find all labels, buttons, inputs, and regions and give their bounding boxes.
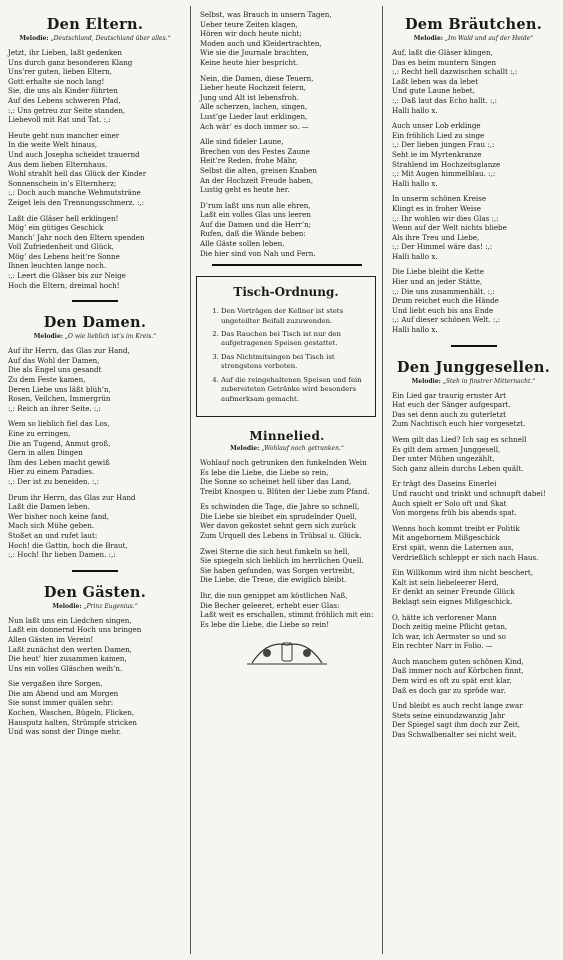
verse-line: :,: Der ist zu beneiden. :,: (8, 476, 100, 486)
verse-line: Mach sich Mühe geben. (8, 521, 95, 531)
verse-line: Ein fröhlich Lied zu singe (392, 130, 485, 140)
verse-line: Die am Abend und am Morgen (8, 688, 119, 698)
verse-line: Laßt leben was da lebet (392, 76, 479, 86)
stanza (392, 267, 561, 334)
verse-line: Zu dem Feste kamen, (8, 375, 86, 385)
verse-line: Daß immer noch auf Körbchen finnt, (392, 666, 524, 676)
column-right (386, 4, 561, 746)
verse-line: Hoch die Eltern, dreimal hoch! (8, 280, 120, 290)
rule-item: 3. Das Nichtmitsingen bei Tisch ist strengstens verboten. (221, 353, 367, 372)
verse-line: Gott erhalte sie noch lang! (8, 76, 105, 86)
verse-line: Halli hallo x. (392, 178, 438, 188)
stanza (8, 131, 188, 208)
verse-line: Zum Nachtisch euch hier vorgesetzt. (392, 419, 526, 429)
stanzas (386, 391, 561, 740)
verse-line: Laßt die Damen leben. (8, 502, 90, 512)
stanza (392, 391, 561, 429)
stanza (392, 657, 561, 695)
box-title: Tisch-Ordnung. (233, 285, 339, 300)
verse-line: Lustig geht es heute her. (200, 185, 290, 195)
verse-line: Voll Zufriedenheit und Glück, (8, 242, 114, 252)
verse-line: :,: Leert die Gläser bis zur Neige (8, 271, 126, 281)
stanza (200, 458, 380, 496)
verse-line: Halli hallo x. (392, 105, 438, 115)
rule-item: 2. Das Rauchen bei Tisch ist nur den aufgetragenen Speisen gestattet. (221, 330, 367, 349)
stanzas (2, 346, 188, 559)
verse-line: :,: Der Himmel wäre das! :,: (392, 242, 493, 252)
verse-line: Der unter Mühen ungezählt, (392, 454, 495, 464)
verse-line: Sie haben gefunden, was Sorgen vertreibt, (200, 565, 355, 575)
verse-line: Alle sind fideler Laune, (200, 137, 284, 147)
verse-line: Halli hallo x. (392, 251, 438, 261)
column-divider (190, 6, 191, 954)
stanza (392, 568, 561, 606)
separator-rule (72, 300, 118, 302)
verse-line: Und auch Josepha scheidet trauernd (8, 149, 140, 159)
verse-line: :,: Ihr wohlen wir dies Glas :,: (392, 213, 499, 223)
verse-line: Drum reichet euch die Hände (392, 296, 499, 306)
stanza (392, 701, 561, 739)
melody-line: Melodie: „O wie lieblich ist’s im Kreis.“ (33, 333, 157, 341)
verse-line: Die Liebe, die Treue, die ewiglich bleibt. (200, 575, 347, 585)
verse-line: Mög’ ein gütiges Geschick (8, 223, 104, 233)
verse-line: Heute geht nun mancher einer (8, 130, 120, 140)
verse-line: Alle scherzen, lachen, singen, (200, 102, 308, 112)
verse-line: Wer davon gekostet sehnt gern sich zurück (200, 521, 356, 531)
verse-line: :,: Der lieben jungen Frau :,: (392, 140, 495, 150)
stanza (200, 502, 380, 540)
verse-line: Brechen von des Festes Zaune (200, 146, 310, 156)
verse-line: Und liebt euch bis ans Ende (392, 305, 494, 315)
verse-line: Ihnen leuchten lange noch. (8, 261, 107, 271)
verse-line: Eine zu erringen, (8, 429, 71, 438)
verse-line: Das sei denn auch zu guterletzt (392, 409, 506, 419)
verse-line: :,: Doch auch manche Wehmutsträne (8, 188, 141, 198)
stanza (392, 613, 561, 651)
song-junggesellen (386, 359, 561, 740)
verse-line: Erst spät, wenn die Laternen aus, (392, 542, 514, 552)
song-title: Den Junggesellen. (396, 358, 551, 376)
verse-line: Rosen, Veilchen, Immergrün (8, 394, 111, 404)
separator-rule (451, 345, 497, 347)
rule-item: 4. Auf die reingehaltenen Speisen und fein zubereiteten Getränke wird besonders aufmerksam gemacht. (221, 376, 367, 404)
song-damen (2, 314, 188, 559)
verse-line: Und was sonst der Dinge mehr. (8, 727, 122, 737)
verse-line: Ein Lied gar traurig ernster Art (392, 390, 507, 400)
verse-line: Sie, die uns als Kinder führten (8, 86, 118, 96)
column-left (2, 4, 188, 743)
song-eltern (2, 16, 188, 290)
verse-line: Er trägt des Daseins Einerlei (392, 479, 497, 489)
verse-line: Sonnenschein in’s Elternherz; (8, 178, 117, 188)
verse-line: Seht ︎ie im Myrtenkranze (392, 149, 482, 159)
melody-line: Melodie: „Deutschland, Deutschland über alles.“ (19, 35, 171, 42)
verse-line: Selbst, was Brauch in unsern Tagen, (200, 10, 332, 19)
stanza (200, 591, 380, 629)
verse-line: Manch’ Jahr noch den Eltern spenden (8, 232, 145, 242)
song-braeutchen (386, 16, 561, 335)
verse-line: Auf, laßt die Gläser klingen, (392, 48, 493, 57)
stanza (200, 10, 380, 68)
stanza (200, 547, 380, 585)
verse-line: Das Schwalbenalter sei nicht weit. (392, 730, 517, 740)
stanza (8, 48, 188, 125)
stanza (200, 74, 380, 132)
verse-line: Halli hallo x. (392, 325, 438, 335)
verse-line: Ihr, die nun genippet am köstlichen Naß, (200, 591, 348, 601)
stanza (8, 214, 188, 291)
verse-line: Gern in allen Dingen (8, 448, 83, 458)
verse-line: Sie vergaßen ihre Sorgen, (8, 679, 103, 689)
verse-line: Hoch! die Gattin, hoch die Braut, (8, 540, 128, 550)
verse-line: Doch zeitig meine Pflicht getan, (392, 622, 508, 632)
verse-line: Hören wir doch heute nicht; (200, 29, 302, 39)
rule-item: 1. Den Vorträgen der Kellner ist stets ungeteilter Beifall zuzuwenden. (221, 307, 367, 326)
song-title: Den Damen. (43, 314, 147, 332)
verse-line: Zum Urquell des Lebens in Trübsal u. Glück. (200, 531, 362, 541)
verse-line: Jung und Alt ist lebensfroh. (200, 92, 299, 102)
verse-line: Alle Gäste sollen leben, (200, 239, 285, 249)
verse-line: Hier zu einem Paradies. (8, 467, 95, 477)
verse-line: Rufen, daß die Wände beben: (200, 229, 306, 239)
rules-list (205, 307, 367, 404)
melody-line: Melodie: „Wohlauf noch getrunken.“ (230, 444, 344, 452)
stanza (200, 137, 380, 195)
verse-line: Zeiget leis den Trennungsschmerz. :,: (8, 197, 144, 207)
verse-line: :,: Reich an ihrer Seite. :,: (8, 403, 101, 413)
song-title: Den Eltern. (46, 16, 144, 33)
stanza (392, 524, 561, 562)
verse-line: Und gute Laune hebet, (392, 86, 475, 96)
stanza (8, 679, 188, 737)
melody-line: Melodie: „Steh in finstrer Mitternacht.“ (411, 377, 536, 385)
stanza (8, 346, 188, 413)
verse-line: Wohlauf noch getrunken den funkelnden Wein (200, 457, 367, 467)
stanzas (2, 616, 188, 737)
song-title: Minnelied. (249, 428, 325, 443)
song-title: Dem Bräutchen. (404, 16, 543, 33)
verse-line: Ich war, ich Aermster so und so (392, 631, 506, 641)
verse-line: :,: Mit Augen himmelblau. :,: (392, 169, 496, 179)
verse-line: Beklagt sein eignes Mißgeschick. (392, 596, 513, 606)
verse-line: Die Liebe bleibt die Kette (392, 267, 484, 277)
verse-line: Auf das Wohl der Damen, (8, 355, 100, 365)
verse-line: Wer bisher noch keine fand, (8, 511, 110, 521)
verse-line: Auch unser Lob erklinge (392, 121, 481, 131)
verse-line: Es gilt dem armen Junggesell, (392, 444, 501, 454)
stanzas (194, 458, 380, 630)
verse-line: Die als Engel uns gesandt (8, 365, 102, 375)
song-minnelied (194, 429, 380, 630)
verse-line: Die an Tugend, Anmut groß, (8, 438, 111, 448)
stanza (392, 479, 561, 517)
song-gaesten (2, 584, 188, 737)
verse-line: Die Becher geleeret, erhebt euer Glas: (200, 600, 340, 610)
stanza (392, 48, 561, 115)
verse-line: Aus dem lieben Elternhaus. (8, 159, 108, 169)
verse-line: Kalt ist sein liebeleerer Herd, (392, 577, 499, 587)
verse-line: Uns durch ganz besonderen Klang (8, 57, 133, 67)
verse-line: Wem gilt das Lied? Ich sag es schnell (392, 435, 527, 444)
stanza (8, 493, 188, 560)
verse-line: Auf des Lebens schweren Pfad, (8, 95, 121, 105)
verse-line: Heit’re Reden, frohe Mähr, (200, 156, 298, 166)
verse-line: Ein rechter Narr in Folio. — (392, 641, 493, 651)
stanza (8, 419, 188, 486)
verse-line: Die Liebe sie bleibet ein sprudelnder Quell, (200, 511, 357, 521)
verse-line: D’rum laßt uns nun alle ehren, (200, 200, 311, 210)
verse-line: Drum ihr Herrn, das Glas zur Hand (8, 492, 136, 502)
stanza (8, 616, 188, 674)
verse-line: Deren Liebe uns läßt blüh’n, (8, 384, 111, 394)
verse-line: An der Hochzeit Freude haben, (200, 175, 314, 185)
verse-line: Es lebe die Liebe, die Liebe so rein, (200, 467, 329, 477)
verse-line: Sich ganz allein durchs Leben quält. (392, 463, 524, 473)
verse-line: Allen Gästen im Verein! (8, 634, 94, 644)
verse-line: Hier und an jeder Stätte, (392, 277, 483, 287)
verse-line: Wie sie die Journale brachten, (200, 48, 309, 58)
melody-line: Melodie: „Im Wald und auf der Heide“ (413, 35, 534, 42)
verse-line: Lust’ge Lieder laut erklingen, (200, 111, 308, 121)
verse-line: Treibt Knospen u. Blüten der Liebe zum Pfand. (200, 486, 370, 496)
verse-line: Es schwinden die Tage, die Jahre so schnell, (200, 502, 360, 512)
verse-line: Jetzt, ihr Lieben, laßt gedenken (8, 48, 122, 57)
verse-line: Klingt es in froher Weise (392, 203, 481, 213)
verse-line: Stoßet an und rufet laut: (8, 530, 98, 540)
verse-line: Und raucht und trinkt und schnupft dabei! (392, 488, 546, 498)
verse-line: Ueber teure Zeiten klagen, (200, 19, 298, 29)
verse-line: Zwei Sterne die sich heut funkeln so hell, (200, 546, 350, 556)
verse-line: Wohl strahlt hell das Glück der Kinder (8, 169, 147, 179)
decorative-vignette-icon (242, 635, 332, 665)
tischordnung-box (196, 276, 376, 417)
verse-line: Laßt ein volles Glas uns leeren (200, 210, 311, 220)
verse-line: Laßt ein donnernd Hoch uns bringen (8, 625, 142, 635)
verse-line: Mög’ des Lebens heit’re Sonne (8, 251, 120, 261)
verse-line: Hausputz halten, Strümpfe stricken (8, 717, 137, 727)
verse-line: Auf die Damen und die Herr’n; (200, 219, 312, 229)
verse-line: Ein Willkomm wird ihm nicht beschert, (392, 568, 533, 578)
verse-line: :,: Die uns zusammenhält. :,: (392, 286, 495, 296)
verse-line: :,: Recht hell dazwischen schallt :,: (392, 67, 518, 77)
verse-line: Laßt weit es erschallen, stimmt fröhlich mit ein: (200, 610, 374, 620)
verse-line: Verdrießlich schleppt er sich nach Haus. (392, 552, 539, 562)
column-middle (194, 4, 380, 665)
verse-line: Nein, die Damen, diese Teuern, (200, 73, 314, 83)
melody-line: Melodie: „Prinz Eugenius.“ (52, 602, 138, 610)
verse-line: :,: Daß laut das Echo hallt. :,: (392, 95, 498, 105)
verse-line: Die Sonne so scheinet hell über das Land, (200, 477, 352, 487)
verse-line: Nun laßt uns ein Liedchen singen, (8, 615, 132, 625)
verse-line: :,: Uns getreu zur Seite standen, (8, 105, 126, 115)
verse-line: Von morgens früh bis abends spat. (392, 508, 517, 518)
verse-line: In die weite Welt hinaus, (8, 140, 98, 150)
verse-line: :,: Auf dieser schönen Welt. :,: (392, 315, 500, 325)
stanzas (386, 48, 561, 335)
verse-line: Sie spiegeln sich lieblich im herrlichen Quell. (200, 556, 364, 566)
stanzas (194, 10, 380, 258)
verse-line: Der Spiegel sagt ihm doch zur Zeit, (392, 720, 521, 730)
verse-line: Als ihre Treu und Liebe, (392, 232, 480, 242)
verse-line: Selbst die alten, greisen Knaben (200, 165, 317, 175)
verse-line: Dem wird es oft zu spät erst klar, (392, 676, 512, 686)
verse-line: Hat euch der Sänger aufgespart. (392, 400, 511, 410)
song-title: Den Gästen. (43, 583, 147, 601)
verse-line: Daß es doch gar zu spröde war. (392, 685, 506, 695)
verse-line: Das es beim muntern Singen (392, 57, 497, 67)
verse-line: Wenn auf der Welt nichts bliebe (392, 223, 507, 233)
stanzas (2, 48, 188, 290)
verse-line: Kochen, Waschen, Bügeln, Flicken, (8, 708, 135, 718)
verse-line: Keine heute hier bespricht. (200, 57, 299, 67)
verse-line: Sie sonst immer quälen sehr: (8, 698, 114, 708)
verse-line: Moden auch und Kleidertrachten, (200, 38, 322, 48)
column-divider (382, 6, 383, 954)
verse-line: Wem so lieblich fiel das Los, (8, 419, 110, 429)
verse-line: :,: Hoch! Ihr lieben Damen. :,: (8, 550, 116, 560)
verse-line: Mit angebornem Mißgeschick (392, 533, 500, 543)
verse-line: Auch manchem guten schönen Kind, (392, 656, 524, 666)
verse-line: Ach wär’ es doch immer so. — (200, 121, 309, 131)
verse-line: Wenns hoch kommt treibt er Politik (392, 523, 520, 533)
verse-line: Und bleibt es auch recht lange zwar (392, 701, 523, 711)
verse-line: Er denkt an seiner Freunde Glück (392, 587, 515, 597)
verse-line: Laßt zunächst den werten Damen, (8, 644, 132, 654)
verse-line: Laßt die Gläser hell erklingen! (8, 213, 119, 223)
verse-line: Die heut’ hier zusammen kamen, (8, 654, 127, 664)
stanza (200, 201, 380, 259)
verse-line: Stets seine einundzwanzig Jahr (392, 710, 505, 720)
verse-line: Liebevoll mit Rat und Tat. :,: (8, 115, 111, 125)
verse-line: Uns’rer guten, lieben Eltern, (8, 67, 112, 77)
stanza (392, 194, 561, 261)
verse-line: Auf ihr Herrn, das Glas zur Hand, (8, 346, 130, 356)
verse-line: Lieber heute Hochzeit feiern, (200, 83, 307, 93)
stanza (392, 121, 561, 188)
verse-line: Strahlend im Hochzeitsglanze (392, 159, 501, 169)
verse-line: Uns ein volles Gläschen weih’n. (8, 663, 123, 673)
separator-rule (212, 264, 362, 266)
verse-line: O, hätte ich verlorener Mann (392, 612, 497, 622)
verse-line: Es lebe die Liebe, die Liebe so rein! (200, 619, 330, 629)
verse-line: In unserm schönen Kreise (392, 194, 487, 204)
separator-rule (72, 570, 118, 572)
stanza (392, 435, 561, 473)
verse-line: Ihm des Leben macht gewiß (8, 457, 110, 467)
verse-line: Die hier sind von Nah und Fern. (200, 248, 316, 258)
verse-line: Auch spielt er Solo oft und Skat (392, 498, 507, 508)
